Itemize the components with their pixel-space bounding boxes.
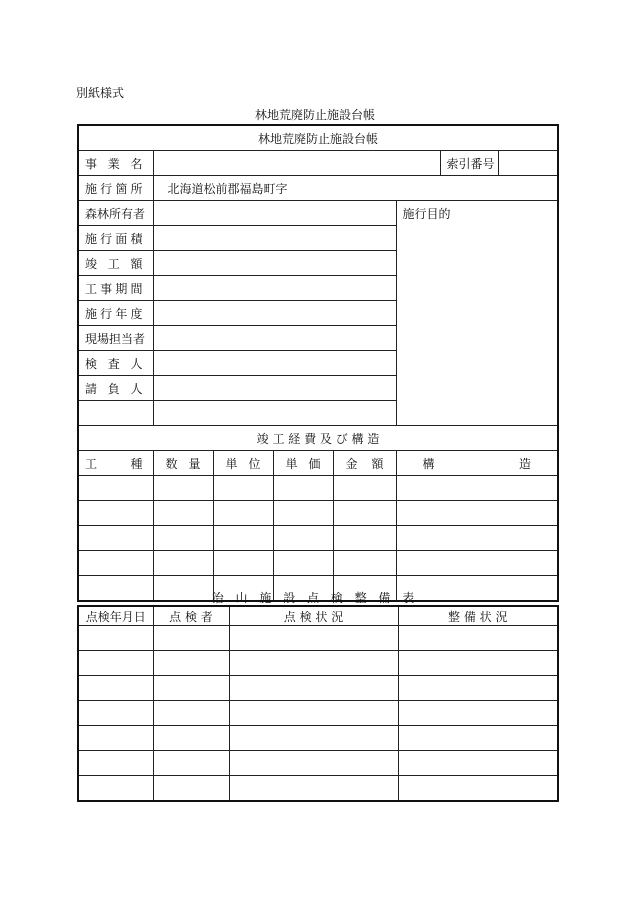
document-title: 林地荒廃防止施設台帳: [254, 108, 375, 122]
project-name-label: 事業名: [78, 151, 153, 176]
ledger-table: [77, 124, 559, 602]
purpose-label: 施行目的: [402, 207, 451, 221]
cost-row[interactable]: [78, 501, 558, 526]
structure-header: 構造: [396, 451, 558, 476]
cost-row[interactable]: [78, 526, 558, 551]
ledger-heading: 林地荒廃防止施設台帳: [78, 125, 558, 151]
purpose-cell[interactable]: [396, 201, 558, 426]
location-value[interactable]: 北海道松前郡福島町字: [153, 176, 558, 201]
maintenance-header: 整 備 状 況: [398, 606, 558, 626]
blank-label[interactable]: [78, 401, 153, 426]
cost-header-row: [78, 451, 558, 476]
cost-row[interactable]: [78, 476, 558, 501]
project-name-value[interactable]: [153, 151, 440, 176]
inspection-title: 治 山 施 設 点 検 整 備 表: [211, 591, 419, 605]
inspection-row[interactable]: [78, 726, 558, 751]
inspection-table: [77, 605, 559, 802]
inspection-row[interactable]: [78, 751, 558, 776]
amount-header: 金額: [333, 451, 396, 476]
inspection-row[interactable]: [78, 626, 558, 651]
area-value[interactable]: [153, 226, 396, 251]
year-label: 施行年度: [78, 301, 153, 326]
site-manager-value[interactable]: [153, 326, 396, 351]
form-label: 別紙様式: [76, 86, 125, 100]
completion-amount-label: 竣工額: [78, 251, 153, 276]
inspector-value[interactable]: [153, 351, 396, 376]
forest-owner-value[interactable]: [153, 201, 396, 226]
status-header: 点 検 状 況: [229, 606, 398, 626]
area-label: 施行面積: [78, 226, 153, 251]
inspection-row[interactable]: [78, 651, 558, 676]
cost-row[interactable]: [78, 551, 558, 576]
blank-value[interactable]: [153, 401, 396, 426]
inspector-header: 点 検 者: [153, 606, 229, 626]
quantity-header: 数量: [153, 451, 213, 476]
unit-price-header: 単価: [273, 451, 333, 476]
contractor-label: 請負人: [78, 376, 153, 401]
unit-header: 単位: [213, 451, 273, 476]
period-label: 工事期間: [78, 276, 153, 301]
index-number-label: 索引番号: [440, 151, 498, 176]
inspector-label: 検査人: [78, 351, 153, 376]
date-header: 点検年月日: [78, 606, 153, 626]
contractor-value[interactable]: [153, 376, 396, 401]
completion-amount-value[interactable]: [153, 251, 396, 276]
inspection-header-row: [78, 606, 558, 626]
location-label: 施行箇所: [78, 176, 153, 201]
work-type-header: 工種: [78, 451, 153, 476]
cost-section-title: 竣 工 経 費 及 び 構 造: [78, 426, 558, 451]
period-value[interactable]: [153, 276, 396, 301]
site-manager-label: 現場担当者: [78, 326, 153, 351]
inspection-row[interactable]: [78, 701, 558, 726]
inspection-row[interactable]: [78, 676, 558, 701]
forest-owner-label: 森林所有者: [78, 201, 153, 226]
year-value[interactable]: [153, 301, 396, 326]
inspection-row[interactable]: [78, 776, 558, 802]
index-number-value[interactable]: [498, 151, 558, 176]
